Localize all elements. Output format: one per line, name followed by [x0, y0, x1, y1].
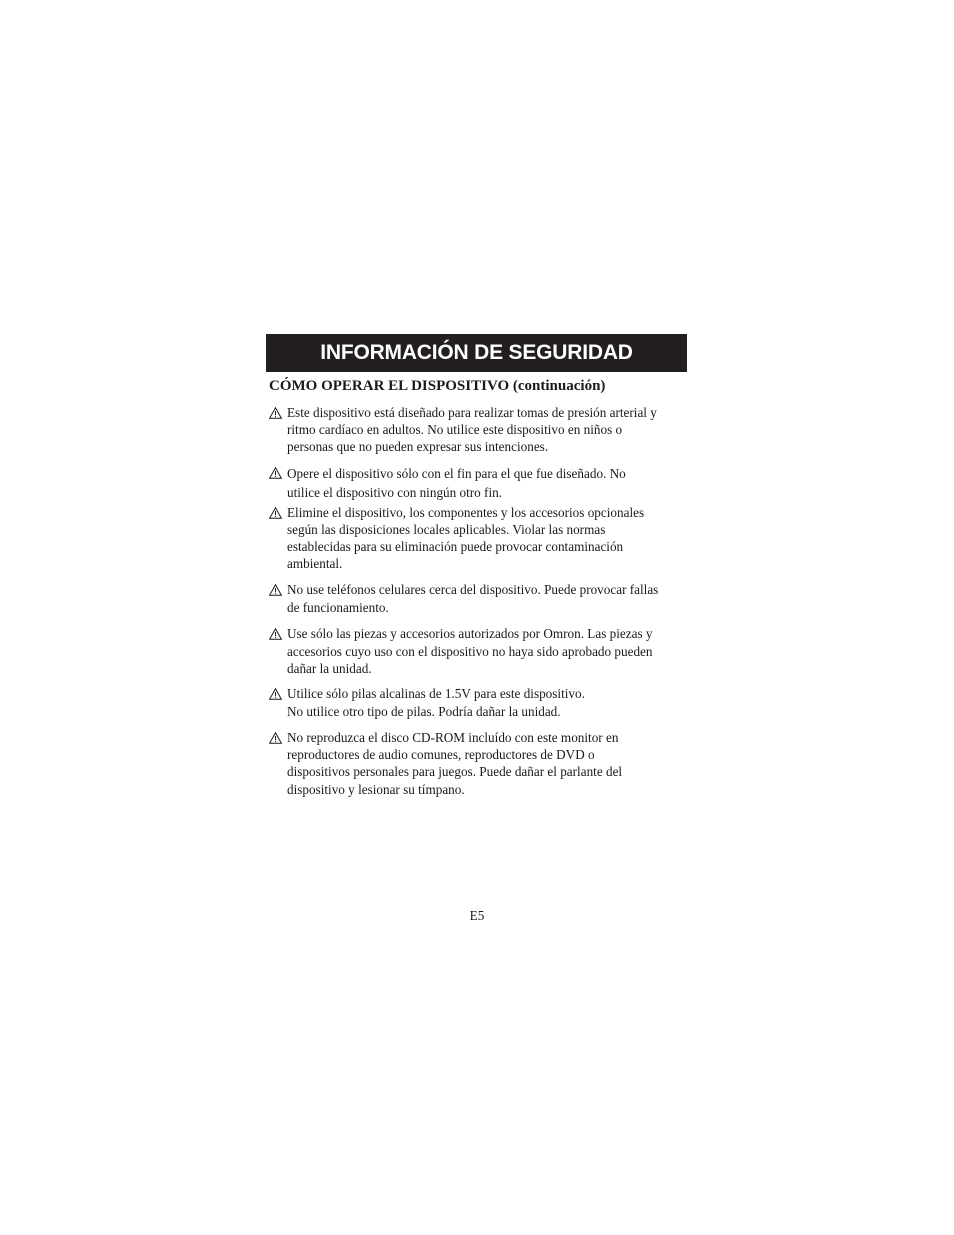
warning-item [269, 464, 689, 502]
warning-text-line: No utilice otro tipo de pilas. Podría dañar la unidad. [287, 704, 561, 720]
warning-text-line: dispositivo y lesionar su tímpano. [287, 781, 465, 797]
warning-text-line: personas que no pueden expresar sus intenciones. [287, 439, 549, 455]
warning-item [269, 404, 689, 456]
warning-list [269, 404, 689, 798]
warning-text-line: según las disposiciones locales aplicables. Violar las normas [287, 521, 606, 537]
warning-triangle-icon [269, 507, 282, 519]
warning-text-line: dañar la unidad. [287, 660, 372, 676]
warning-text-line: Opere el dispositivo sólo con el fin para el que fue diseñado. No [287, 465, 626, 481]
warning-item [269, 581, 689, 617]
warning-text-line: establecidas para su eliminación puede provocar contaminación [287, 539, 624, 555]
warning-text-line: Utilice sólo pilas alcalinas de 1.5V para este dispositivo. [287, 686, 585, 702]
warning-triangle-icon [269, 407, 282, 419]
warning-text-line: dispositivos personales para juegos. Puede dañar el parlante del [287, 764, 623, 780]
warning-text-line: Use sólo las piezas y accesorios autorizados por Omron. Las piezas y [287, 626, 653, 642]
warning-item [269, 729, 689, 798]
section-title: INFORMACIÓN DE SEGURIDAD [266, 334, 687, 372]
warning-triangle-icon [269, 584, 282, 596]
warning-text-line: reproductores de audio comunes, reproductores de DVD o [287, 747, 595, 763]
warning-triangle-icon [269, 688, 282, 700]
warning-text-line: ambiental. [287, 556, 343, 572]
warning-text-line: ritmo cardíaco en adultos. No utilice este dispositivo en niños o [287, 422, 623, 438]
warning-text-line: de funcionamiento. [287, 600, 389, 616]
warning-text-line: No use teléfonos celulares cerca del dispositivo. Puede provocar fallas [287, 582, 659, 598]
warning-text-line: accesorios cuyo uso con el dispositivo no haya sido aprobado pueden [287, 643, 653, 659]
warning-item [269, 685, 689, 721]
subheading: CÓMO OPERAR EL DISPOSITIVO (continuación) [269, 378, 606, 394]
warning-triangle-icon [269, 732, 282, 744]
warning-triangle-icon [269, 467, 282, 479]
warning-text-line: No reproduzca el disco CD-ROM incluído con este monitor en [287, 730, 619, 746]
warning-item [269, 504, 689, 573]
warning-item [269, 625, 689, 677]
page-number: E5 [469, 908, 485, 923]
warning-triangle-icon [269, 628, 282, 640]
warning-text-line: Elimine el dispositivo, los componentes y los accesorios opcionales [287, 504, 645, 520]
warning-text-line: Este dispositivo está diseñado para realizar tomas de presión arterial y [287, 405, 657, 420]
warning-text-line: utilice el dispositivo con ningún otro fin. [287, 484, 503, 500]
